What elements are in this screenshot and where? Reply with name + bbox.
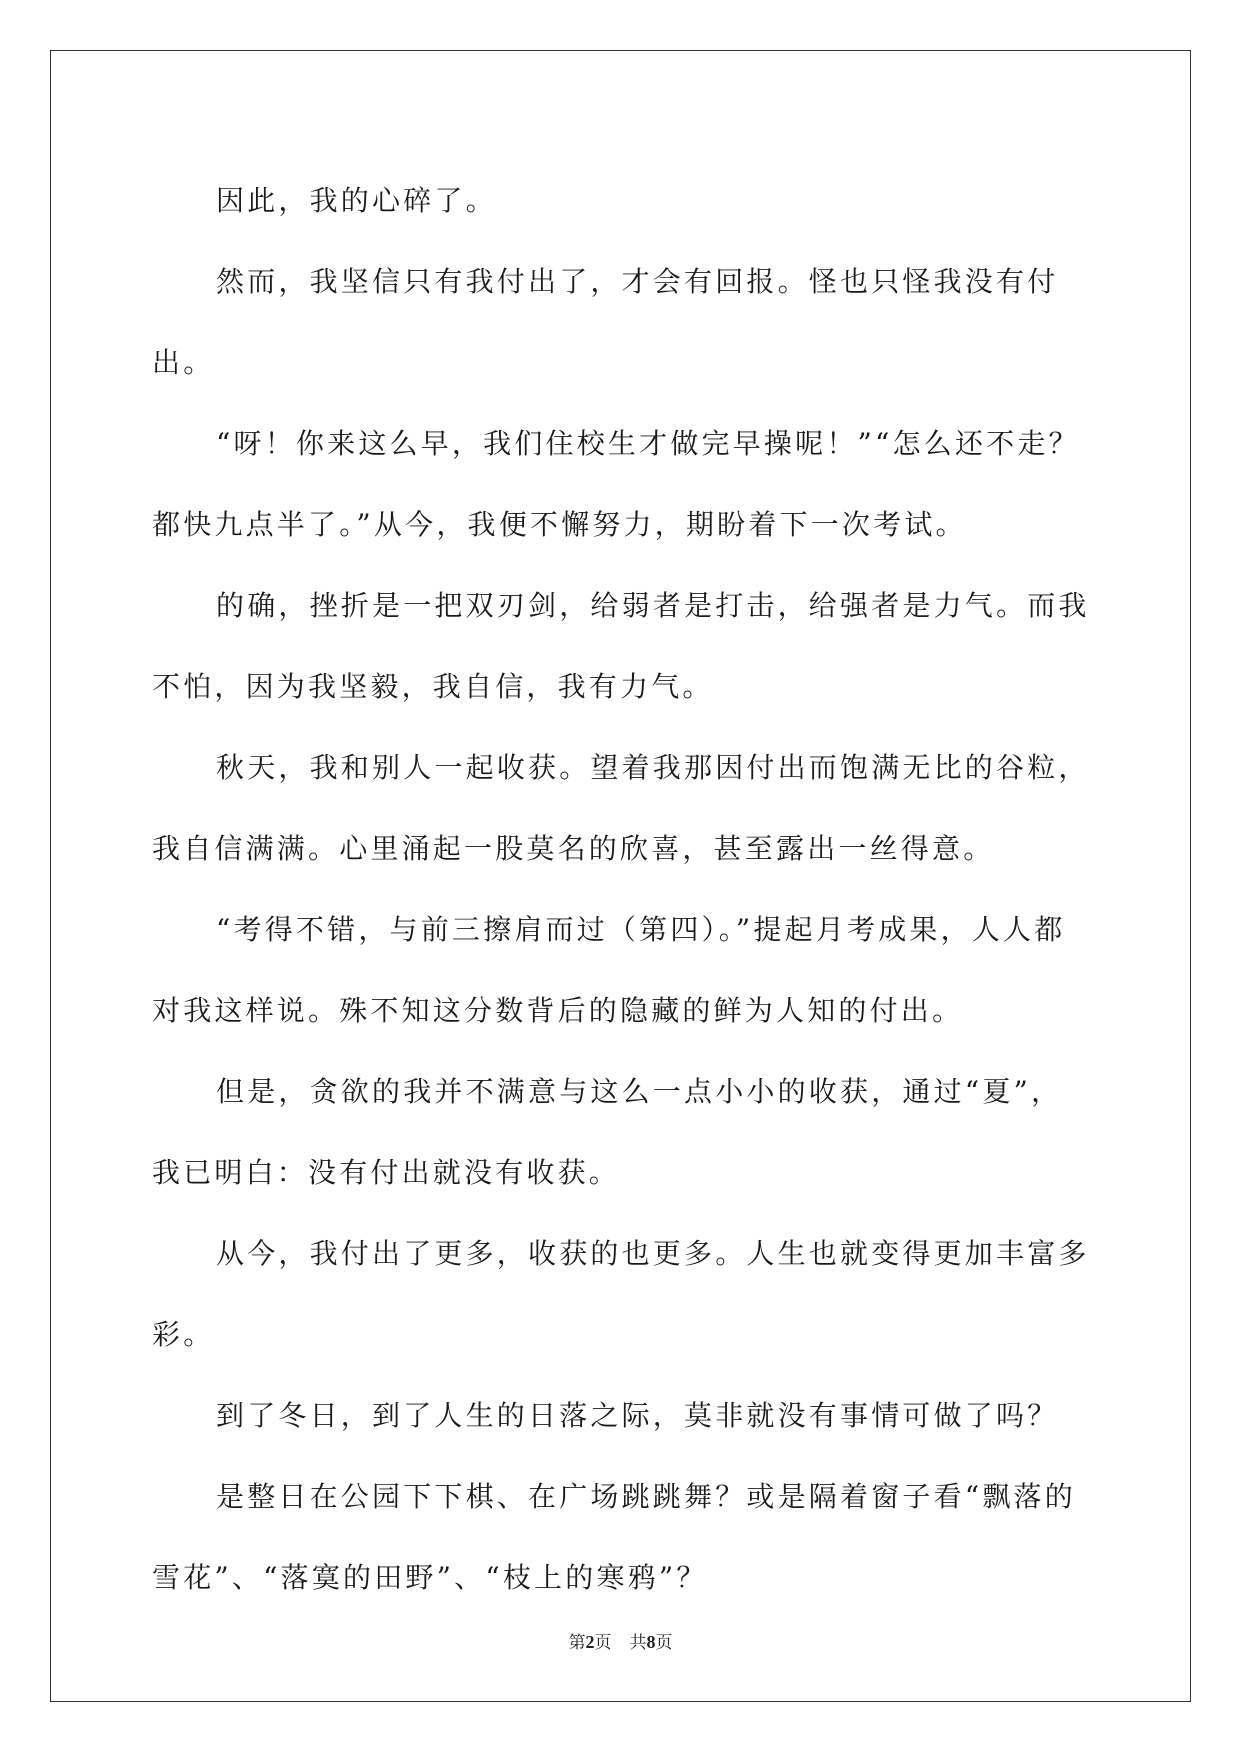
total-suffix: 页 — [655, 1633, 673, 1653]
paragraph: “考得不错，与前三擦肩而过（第四）。”提起月考成果，人人都对我这样说。殊不知这分数背后的隐藏的鲜为人知的付出。 — [152, 913, 1066, 1027]
paragraph: “呀！你来这么早，我们住校生才做完早操呢！”“怎么还不走？都快九点半了。”从今，我便不懈努力，期盼着下一次考试。 — [152, 427, 1080, 541]
page-suffix: 页 — [594, 1633, 612, 1653]
paragraph: 然而，我坚信只有我付出了，才会有回报。怪也只怪我没有付出。 — [152, 265, 1059, 379]
paragraph: 因此，我的心碎了。 — [216, 184, 497, 217]
total-prefix: 共 — [629, 1633, 647, 1653]
page-footer — [0, 1628, 1241, 1653]
paragraph: 秋天，我和别人一起收获。望着我那因付出而饱满无比的谷粒，我自信满满。心里涌起一股莫名的欣喜，甚至露出一丝得意。 — [152, 751, 1090, 865]
page-total: 8 — [646, 1632, 656, 1652]
page-current: 2 — [585, 1632, 595, 1652]
paragraph: 的确，挫折是一把双刃剑，给弱者是打击，给强者是力气。而我不怕，因为我坚毅，我自信，我有力气。 — [152, 589, 1090, 703]
paragraph: 是整日在公园下下棋、在广场跳跳舞？或是隔着窗子看“飘落的雪花”、“落寞的田野”、“枝上的寒鸦”？ — [152, 1480, 1076, 1594]
document-body — [152, 160, 1092, 1618]
paragraph: 从今，我付出了更多，收获的也更多。人生也就变得更加丰富多彩。 — [152, 1237, 1090, 1351]
paragraph: 到了冬日，到了人生的日落之际，莫非就没有事情可做了吗？ — [216, 1399, 1059, 1432]
page-prefix: 第 — [568, 1633, 586, 1653]
paragraph: 但是，贪欲的我并不满意与这么一点小小的收获，通过“夏”，我已明白：没有付出就没有收获。 — [152, 1075, 1063, 1189]
